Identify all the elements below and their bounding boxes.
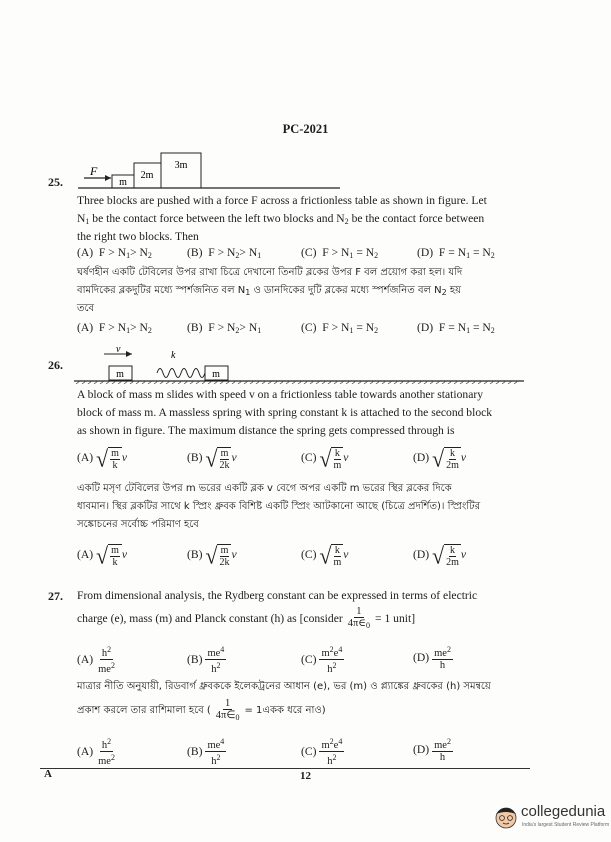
force-arrowhead — [105, 175, 111, 181]
q27-bn-option-c: (C) $\frac{m^2e^4}{h^2}$ — [301, 737, 343, 767]
q26-bengali-line-3: সঙ্কোচনের সর্বোচ্চ পরিমাণ হবে — [77, 519, 199, 530]
q25-option-a: (A) $F > N_1> N_2$ — [77, 246, 152, 260]
left-block-label: m — [116, 369, 124, 380]
block-3m-label: 3m — [174, 160, 188, 171]
q26-bn-option-a: (A) √ m k v — [77, 541, 128, 569]
q26-bn-option-c: (C) √ k m v — [301, 541, 349, 569]
q25-figure — [78, 150, 340, 190]
q25-text-line-3: the right two blocks. Then — [77, 230, 199, 243]
q27-bengali-line-1: মাত্রার নীতি অনুযায়ী, রিডবার্গ ধ্রুবককে ইলেকট্রনের আধান (e), ভর (m) ও প্ল্যাঙ্কের ধ্রুবকের (h) সমন্বয়ে — [77, 681, 491, 692]
q26-text-line-3: as shown in figure. The maximum distance the spring gets compressed through is — [77, 424, 455, 437]
q27-option-d: (D) $\frac{me^2}{h}$ — [413, 645, 451, 671]
q25-bn-option-a: (A) $F > N_1> N_2$ — [77, 321, 152, 335]
question-number-26: 26. — [48, 358, 63, 372]
question-number-25: 25. — [48, 175, 63, 189]
q27-option-a: (A) $\frac{h^2}{me^2}$ — [77, 645, 115, 675]
q27-text-line-1: From dimensional analysis, the Rydberg constant can be expressed in terms of electric — [77, 589, 478, 602]
q27-option-b: (B) $\frac{me^4}{h^2}$ — [187, 645, 225, 675]
q27-bn-option-d: (D) $\frac{me^2}{h}$ — [413, 737, 451, 763]
brand-logo — [493, 800, 611, 836]
q27-options-en — [77, 640, 597, 674]
q26-text-line-1: A block of mass m slides with speed v on a frictionless table towards another stationary — [77, 388, 484, 401]
q25-text-line-1: Three blocks are pushed with a force F across a frictionless table as shown in figure. Let — [77, 194, 487, 207]
q25-option-d: (D) $F = N_1 = N_2$ — [417, 246, 495, 260]
block-m-label: m — [119, 177, 127, 188]
q26-text-line-2: block of mass m. A massless spring with spring constant k is attached to the second block — [77, 406, 493, 419]
brand-tagline: India's largest Student Review Platform — [522, 822, 610, 828]
q27-options-bn — [77, 732, 597, 766]
q26-option-c: (C) √ k m v — [301, 444, 349, 472]
q27-bengali-line-2: প্রকাশ করলে তার রাশিমালা হবে ( $\frac{1}{4\pi\in_0}$ = 1একক ধরে নাও) — [77, 698, 326, 722]
mascot-icon — [493, 802, 519, 830]
q26-option-a: (A) √ m k v — [77, 444, 128, 472]
q25-bengali-line-3: তবে — [77, 303, 95, 314]
q26-bn-option-b: (B) √ m 2k v — [187, 541, 237, 569]
question-number-27: 27. — [48, 589, 63, 603]
q25-bn-option-c: (C) $F > N_1 = N_2$ — [301, 321, 379, 335]
q25-options-en — [77, 246, 597, 264]
q26-option-b: (B) √ m 2k v — [187, 444, 237, 472]
q26-options-bn — [77, 537, 597, 573]
q26-options-en — [77, 438, 597, 474]
q26-bengali-line-1: একটি মসৃণ টেবিলের উপর m ভরের একটি ব্লক v বেগে অপর একটি m ভরের স্থির ব্লকের দিকে — [77, 483, 452, 494]
q27-constant-fraction: $\frac{1}{4\pi\in_0}$ — [347, 606, 371, 630]
q25-bn-option-b: (B) $F > N_2> N_1$ — [187, 321, 262, 335]
q25-bengali-line-2: বামদিকের ব্লকদুটির মধ্যে স্পর্শজনিত বল $N_1$ ও ডানদিকের দুটি ব্লকের মধ্যে স্পর্শজনিত বল $N_2$ হয় — [77, 285, 462, 297]
block-2m-label: 2m — [140, 170, 154, 181]
force-label: F — [90, 164, 98, 178]
q27-bn-option-b: (B) $\frac{me^4}{h^2}$ — [187, 737, 225, 767]
q25-option-b: (B) $F > N_2> N_1$ — [187, 246, 262, 260]
q25-option-c: (C) $F > N_1 = N_2$ — [301, 246, 379, 260]
q25-bengali-line-1: ঘর্ষণহীন একটি টেবিলের উপর রাখা চিত্রে দেখানো তিনটি ব্লকের উপর F বল প্রয়োগ করা হল। যদি — [77, 267, 463, 278]
q27-bn-option-a: (A) $\frac{h^2}{me^2}$ — [77, 737, 115, 767]
q26-figure — [74, 344, 534, 384]
brand-name: collegedunia — [521, 803, 606, 820]
page-header: PC-2021 — [282, 122, 329, 136]
footer-rule — [40, 768, 530, 769]
spring-label: k — [171, 350, 176, 361]
spring — [157, 369, 205, 378]
q26-option-d: (D) √ k 2m v — [413, 444, 467, 472]
velocity-label: v — [116, 344, 121, 355]
page-number: 12 — [300, 770, 311, 782]
q26-bn-option-d: (D) √ k 2m v — [413, 541, 467, 569]
velocity-arrowhead — [126, 351, 132, 357]
right-block-label: m — [212, 369, 220, 380]
corner-letter: A — [44, 768, 52, 780]
q27-option-c: (C) $\frac{m^2e^4}{h^2}$ — [301, 645, 343, 675]
q27-text-line-2: charge (e), mass (m) and Planck constant (h) as [consider $\frac{1}{4\pi\in_0}$ = 1 unit] — [77, 606, 416, 630]
q25-bn-option-d: (D) $F = N_1 = N_2$ — [417, 321, 495, 335]
q25-options-bn — [77, 321, 597, 339]
q26-bengali-line-2: ধাবমান। স্থির ব্লকটির সাথে k স্প্রিং ধ্রুবক বিশিষ্ট একটি স্প্রিং আটকানো আছে (চিত্রে প্রদর্শিত)। স্প্রিংটির — [77, 501, 481, 512]
q25-text-line-2: $N_1$ be the contact force between the left two blocks and $N_2$ be the contact force between — [77, 212, 485, 226]
